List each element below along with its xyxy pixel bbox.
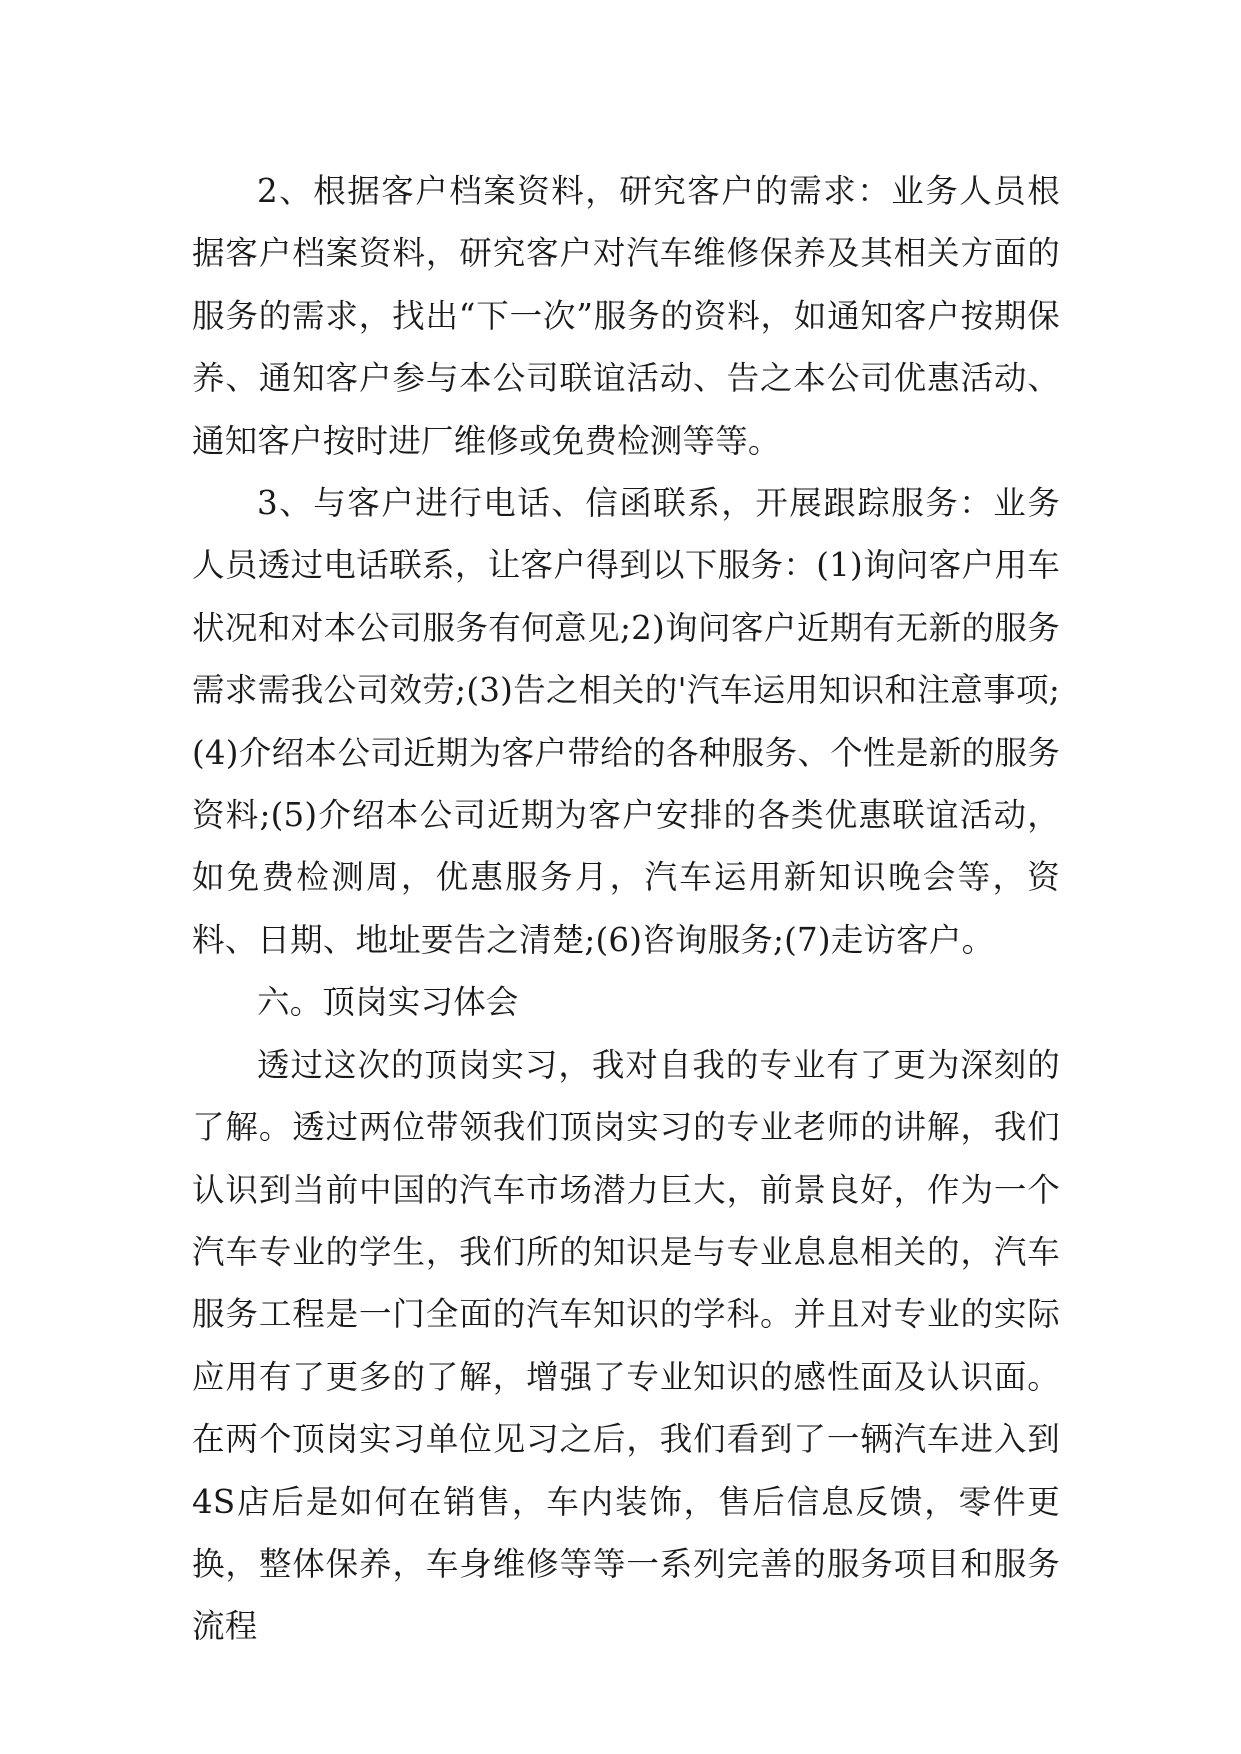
section-heading: 六。顶岗实习体会 xyxy=(257,983,519,1022)
document-body xyxy=(192,160,1060,1658)
paragraph-internship-reflection: 透过这次的顶岗实习，我对自我的专业有了更为深刻的了解。透过两位带领我们顶岗实习的专业老师的讲解，我们认识到当前中国的汽车市场潜力巨大，前景良好，作为一个汽车专业的学生，我们所的知识是与专业息息相关的，汽车服务工程是一门全面的汽车知识的学科。并且对专业的实际应用有了更多的了解，增强了专业知识的感性面及认识面。在两个顶岗实习单位见习之后，我们看到了一辆汽车进入到4S店后是如何在销售，车内装饰，售后信息反馈，零件更换，整体保养，车身维修等等一系列完善的服务项目和服务流程 xyxy=(192,1045,1060,1646)
paragraph-follow-up-service: 3、与客户进行电话、信函联系，开展跟踪服务：业务人员透过电话联系，让客户得到以下服务：(1)询问客户用车状况和对本公司服务有何意见;2)询问客户近期有无新的服务需求需我公司效劳;(3)告之相关的'汽车运用知识和注意事项;(4)介绍本公司近期为客户带给的各种服务、个性是新的服务资料;(5)介绍本公司近期为客户安排的各类优惠联谊活动，如免费检测周，优惠服务月，汽车运用新知识晚会等，资料、日期、地址要告之清楚;(6)咨询服务;(7)走访客户。 xyxy=(192,484,1060,959)
paragraph-customer-needs: 2、根据客户档案资料，研究客户的需求：业务人员根据客户档案资料，研究客户对汽车维修保养及其相关方面的服务的需求，找出“下一次”服务的资料，如通知客户按期保养、通知客户参与本公司联谊活动、告之本公司优惠活动、通知客户按时进厂维修或免费检测等等。 xyxy=(192,172,1060,460)
